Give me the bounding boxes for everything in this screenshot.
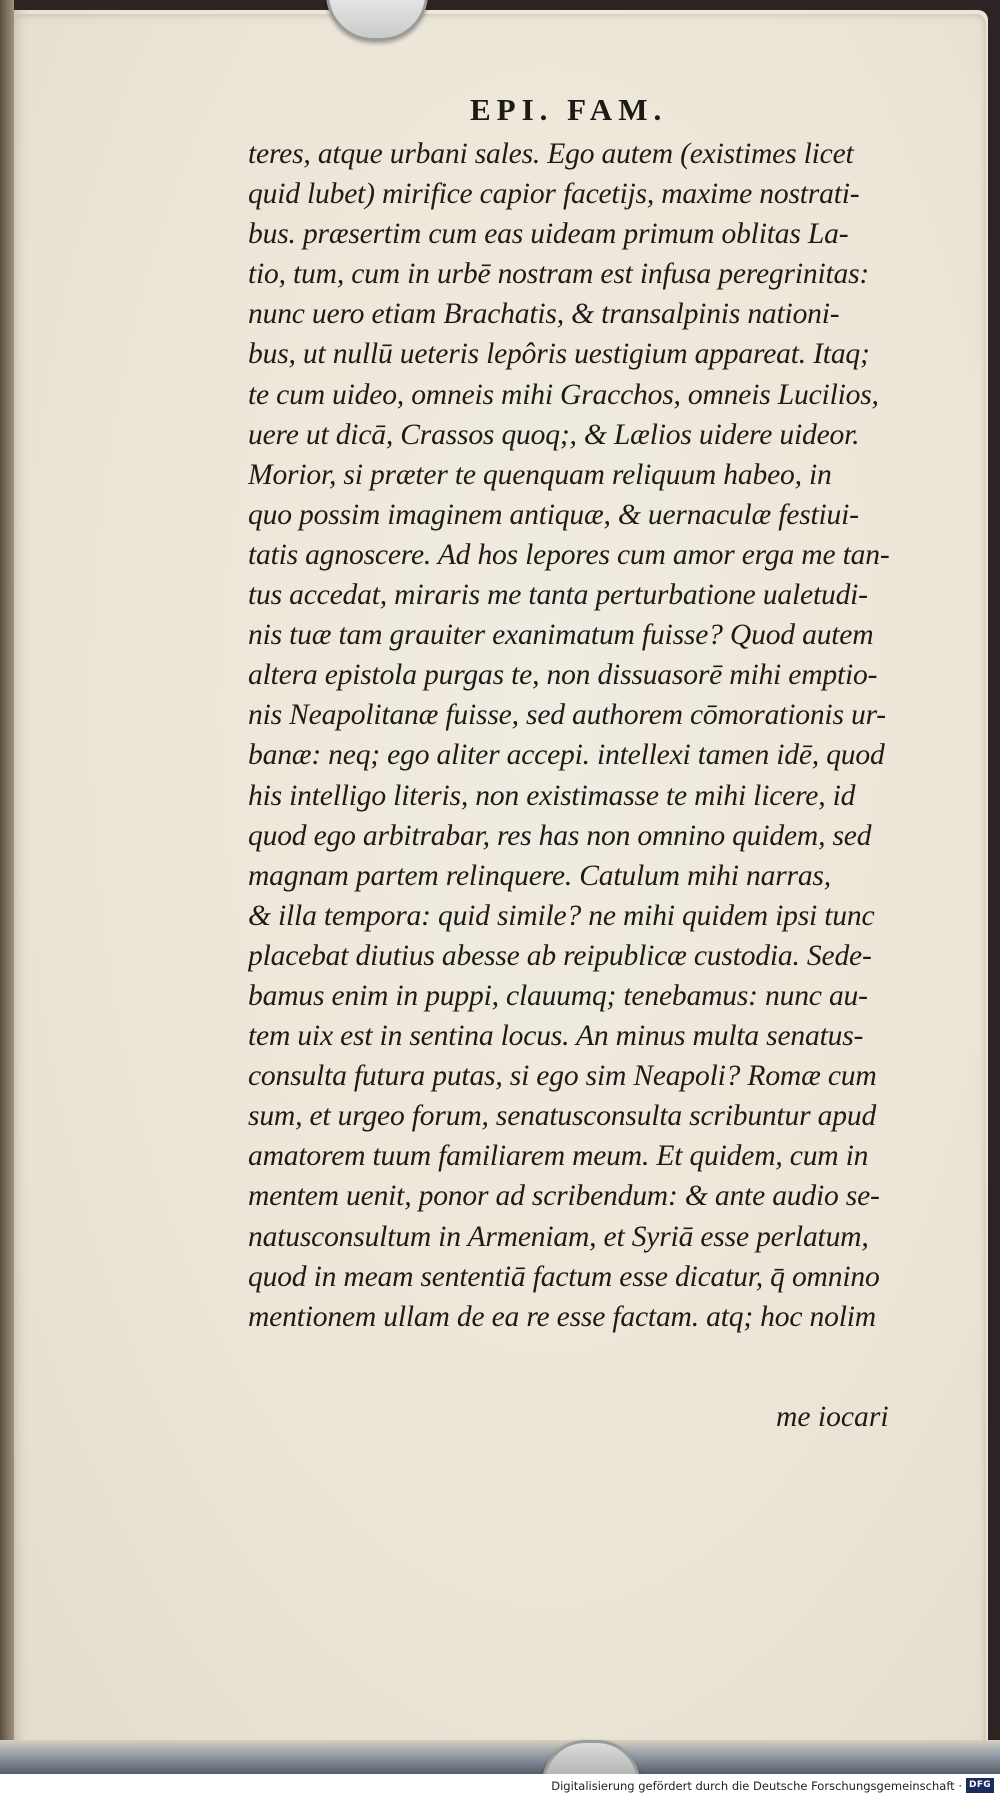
text-line: tus accedat, miraris me tanta perturbatione ualetudi- — [248, 579, 868, 612]
text-line: natusconsultum in Armeniam, et Syriā esse perlatum, — [248, 1220, 869, 1253]
text-line: nis tuæ tam grauiter exanimatum fuisse? Quod autem — [248, 619, 874, 652]
text-line: consulta futura putas, si ego sim Neapoli? Romæ cum — [248, 1060, 877, 1093]
page-bottom-edge — [0, 1740, 1000, 1774]
text-line: banæ: neq; ego aliter accepi. intellexi tamen idē, quod — [248, 739, 885, 772]
page-text — [248, 134, 938, 1337]
text-line: tatis agnoscere. Ad hos lepores cum amor erga me tan- — [248, 538, 890, 571]
text-line: bus, ut nullū ueteris lepôris uestigium appareat. Itaq; — [248, 338, 870, 371]
text-line: his intelligo literis, non existimasse te mihi licere, id — [248, 779, 856, 812]
text-line: mentem uenit, ponor ad scribendum: & ante audio se- — [248, 1180, 880, 1213]
funding-credit: Digitalisierung gefördert durch die Deutsche Forschungsgemeinschaft · — [551, 1779, 962, 1793]
text-line: placebat diutius abesse ab reipublicæ custodia. Sede- — [248, 939, 872, 972]
running-head: EPI. FAM. — [470, 92, 668, 127]
dfg-logo-icon: DFG — [966, 1778, 994, 1793]
text-line: tem uix est in sentina locus. An minus multa senatus- — [248, 1020, 864, 1053]
text-line: uere ut dicā, Crassos quoq;, & Lælios uidere uideor. — [248, 418, 860, 451]
book-spine — [0, 0, 14, 1770]
text-line: Morior, si præter te quenquam reliquum habeo, in — [248, 458, 832, 491]
text-line: amatorem tuum familiarem meum. Et quidem, cum in — [248, 1140, 869, 1173]
text-line: sum, et urgeo forum, senatusconsulta scribuntur apud — [248, 1100, 877, 1133]
text-line: magnam partem relinquere. Catulum mihi narras, — [248, 859, 831, 892]
text-line: tio, tum, cum in urbē nostram est infusa peregrinitas: — [248, 258, 870, 291]
text-line: quod ego arbitrabar, res has non omnino quidem, sed — [248, 819, 872, 852]
text-line: nis Neapolitanæ fuisse, sed authorem cōmorationis ur- — [248, 699, 886, 732]
text-line: & illa tempora: quid simile? ne mihi quidem ipsi tunc — [248, 899, 875, 932]
text-line: quid lubet) mirifice capior facetijs, maxime nostrati- — [248, 178, 860, 211]
text-line: altera epistola purgas te, non dissuasorē mihi emptio- — [248, 659, 878, 692]
text-line: teres, atque urbani sales. Ego autem (existimes licet — [248, 138, 854, 170]
text-line: quo possim imaginem antiquæ, & uernaculæ festiui- — [248, 498, 859, 531]
text-line: quod in meam sententiā factum esse dicatur, q̄ omnino — [248, 1260, 880, 1293]
text-line: te cum uideo, omneis mihi Gracchos, omneis Lucilios, — [248, 378, 879, 411]
catchword: me iocari — [776, 1401, 889, 1433]
text-line: nunc uero etiam Brachatis, & transalpinis nationi- — [248, 298, 840, 331]
text-line: bus. præsertim cum eas uideam primum oblitas La- — [248, 218, 849, 251]
text-line: bamus enim in puppi, clauumq; tenebamus: nunc au- — [248, 979, 868, 1012]
text-line: mentionem ullam de ea re esse factam. atq; hoc nolim — [248, 1300, 876, 1333]
